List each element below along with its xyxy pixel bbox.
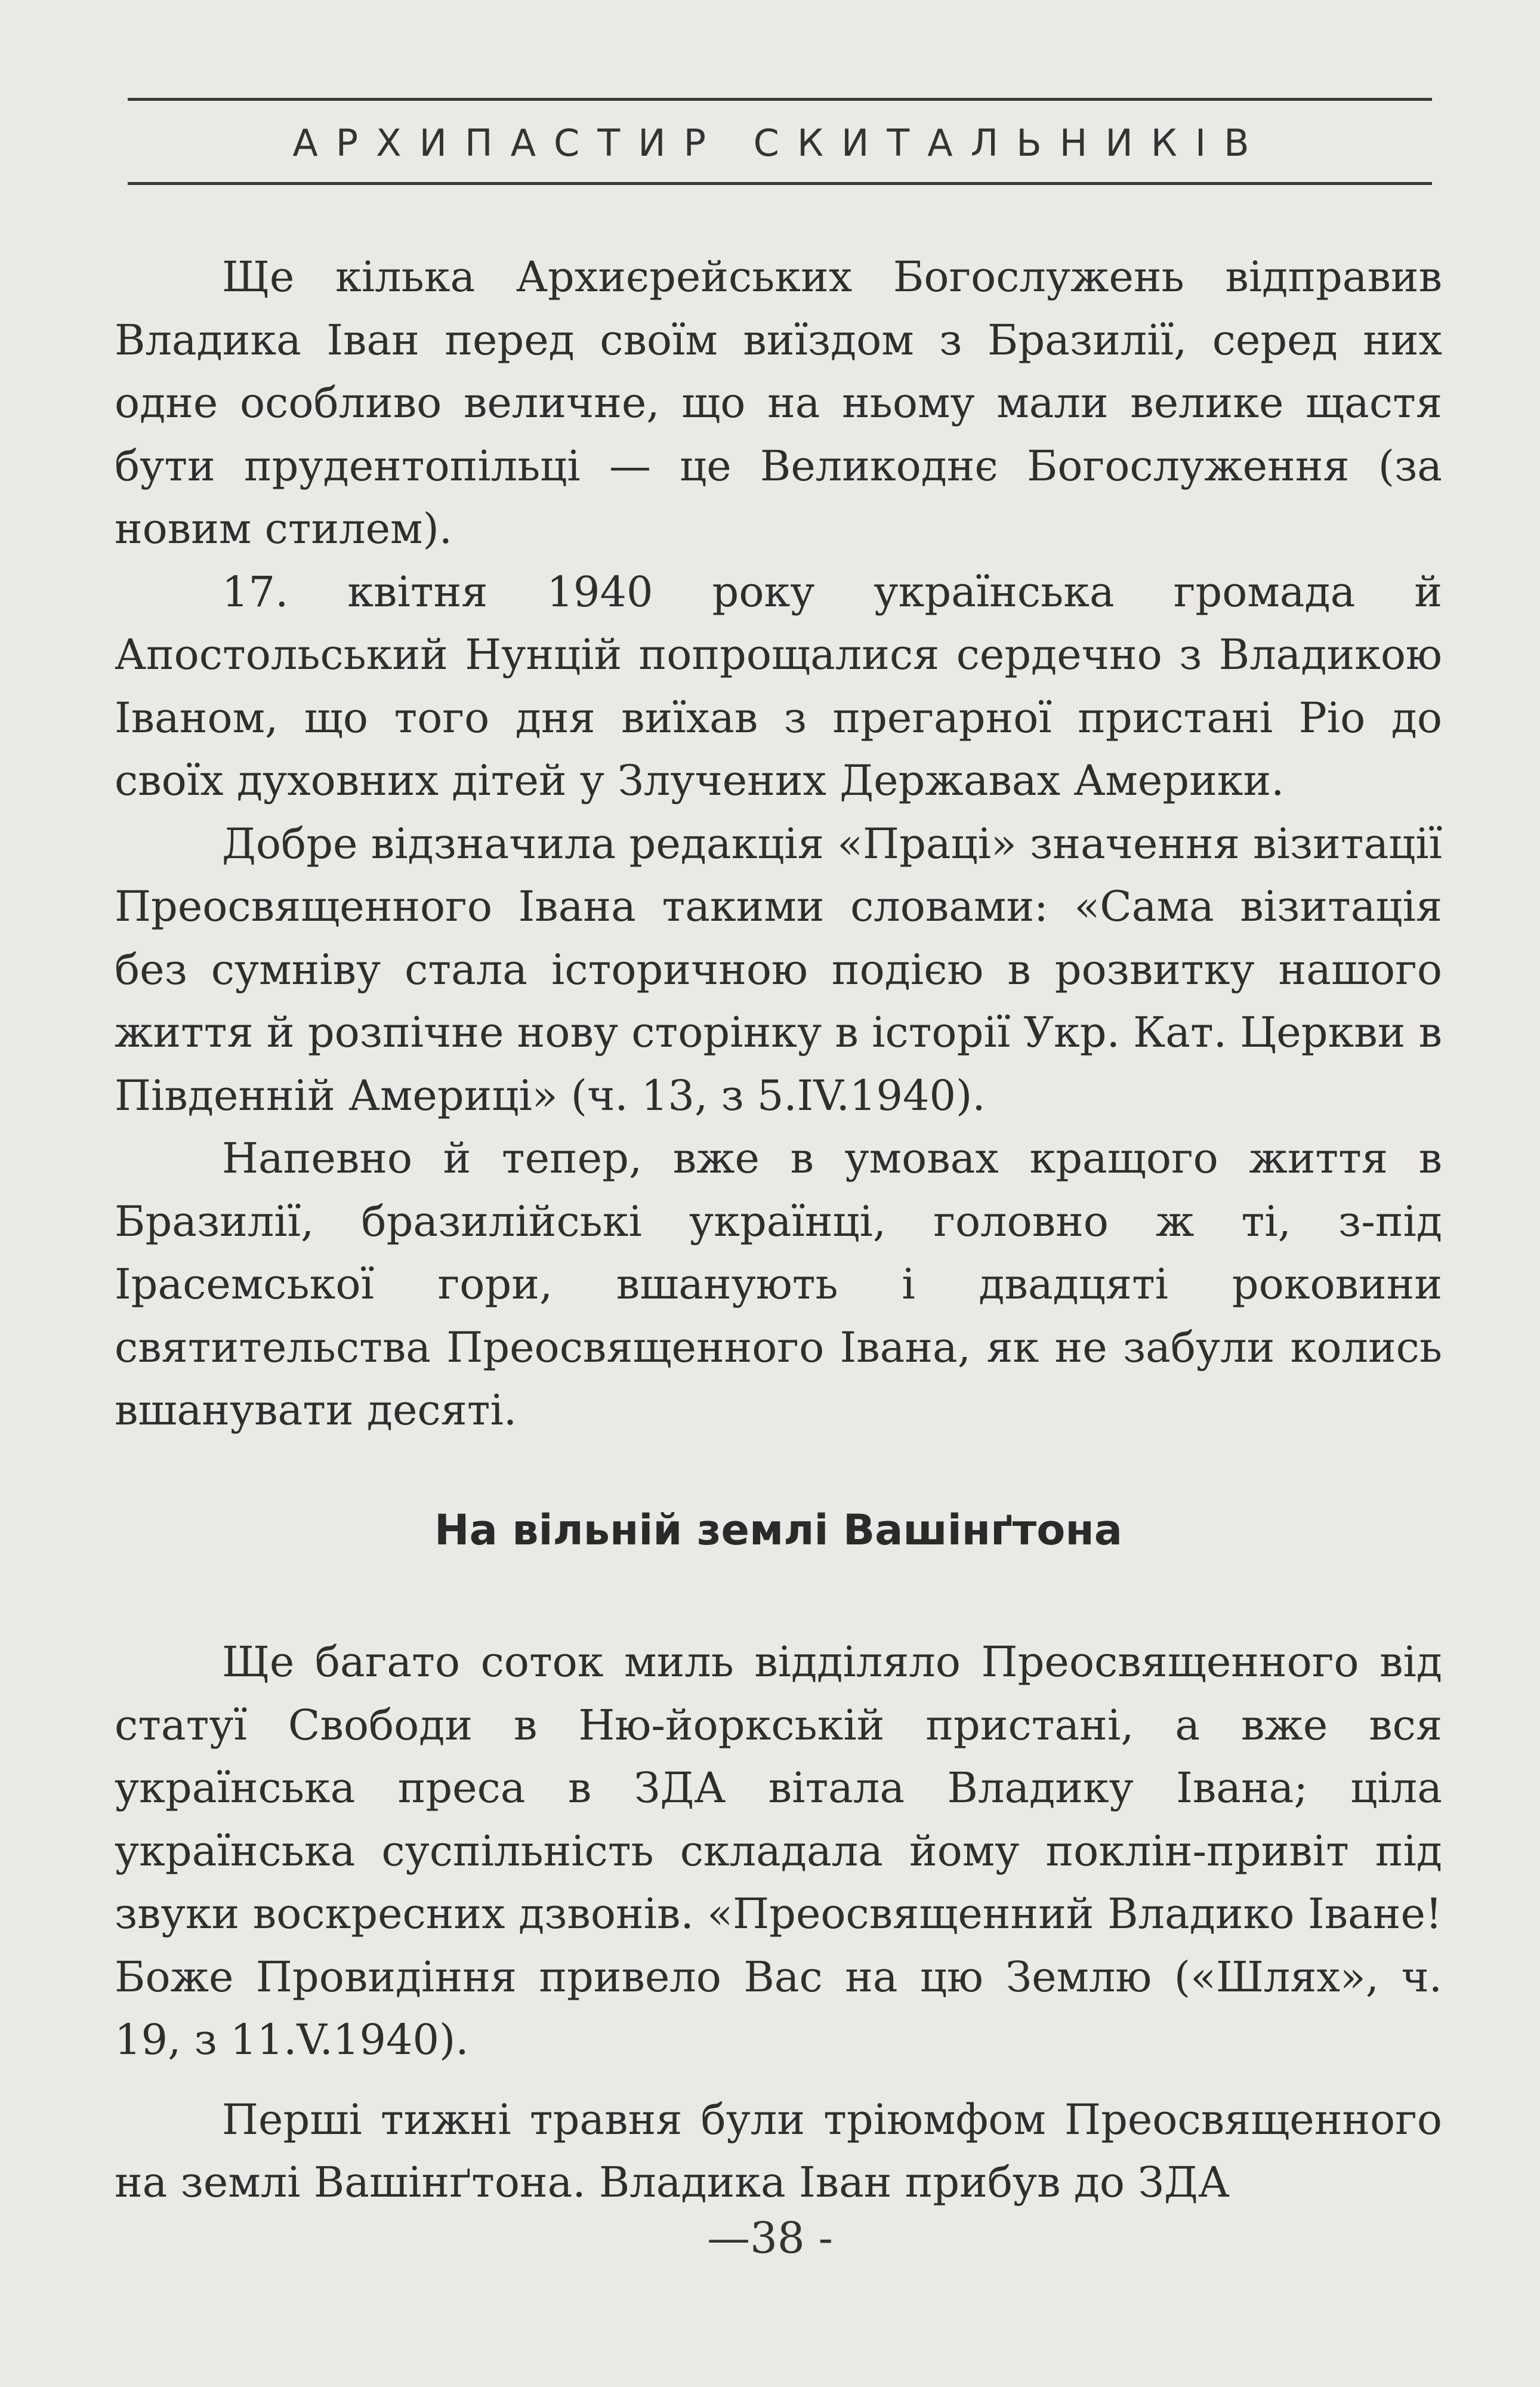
section-heading: На вільній землі Вашінґтона [434,1506,1122,1555]
section-1-text [115,246,1442,1442]
section-2-text [115,1631,1442,2215]
header-top-rule [128,98,1432,101]
page-number: —38 - [707,2213,833,2263]
paragraph: Ще кілька Архиєрейських Богослужень відправив Владика Іван перед своїм виїздом з Бразилії, серед них одне особливо величне, що на ньому мали велике щастя бути прудентопільці — це Великоднє Богослуження (за новим стилем). [115,252,1442,553]
paragraph: Добре відзначила редакція «Праці» значення візитації Преосвященного Івана такими словами: «Сама візитація без сумніву стала історичною подією в розвитку нашого життя й розпічне нову сторінку в історії Укр. Кат. Церкви в Південній Америці» (ч. 13, з 5.IV.1940). [115,819,1442,1120]
paragraph-gap [115,2072,1442,2089]
running-head: АРХИПАСТИР СКИТАЛЬНИКІВ [292,121,1267,165]
paragraph: 17. квітня 1940 року українська громада й Апостольський Нунцій попрощалися сердечно з Владикою Іваном, що того дня виїхав з прегарної пристані Ріо до своїх духовних дітей у Злучених Державах Америки. [115,567,1442,805]
paragraph: Ще багато соток миль відділяло Преосвященного від статуї Свободи в Ню-йоркській пристані, а вже вся українська преса в ЗДА вітала Владику Івана; ціла українська суспільність складала йому поклін-привіт під звуки воскресних дзвонів. «Преосвященний Владико Іване! Боже Провидіння привело Вас на цю Землю («Шлях», ч. 19, з 11.V.1940). [115,1637,1442,2064]
paragraph: Перші тижні травня були тріюмфом Преосвященного на землі Вашінґтона. Владика Іван прибув до ЗДА [115,2095,1442,2207]
paragraph: Напевно й тепер, вже в умовах кращого життя в Бразилії, бразилійські українці, головно ж ті, з-під Ірасемської гори, вшанують і двадцяті роковини святительства Преосвященного Івана, як не забули колись вшанувати десяті. [115,1134,1442,1435]
header-bottom-rule [128,182,1432,185]
